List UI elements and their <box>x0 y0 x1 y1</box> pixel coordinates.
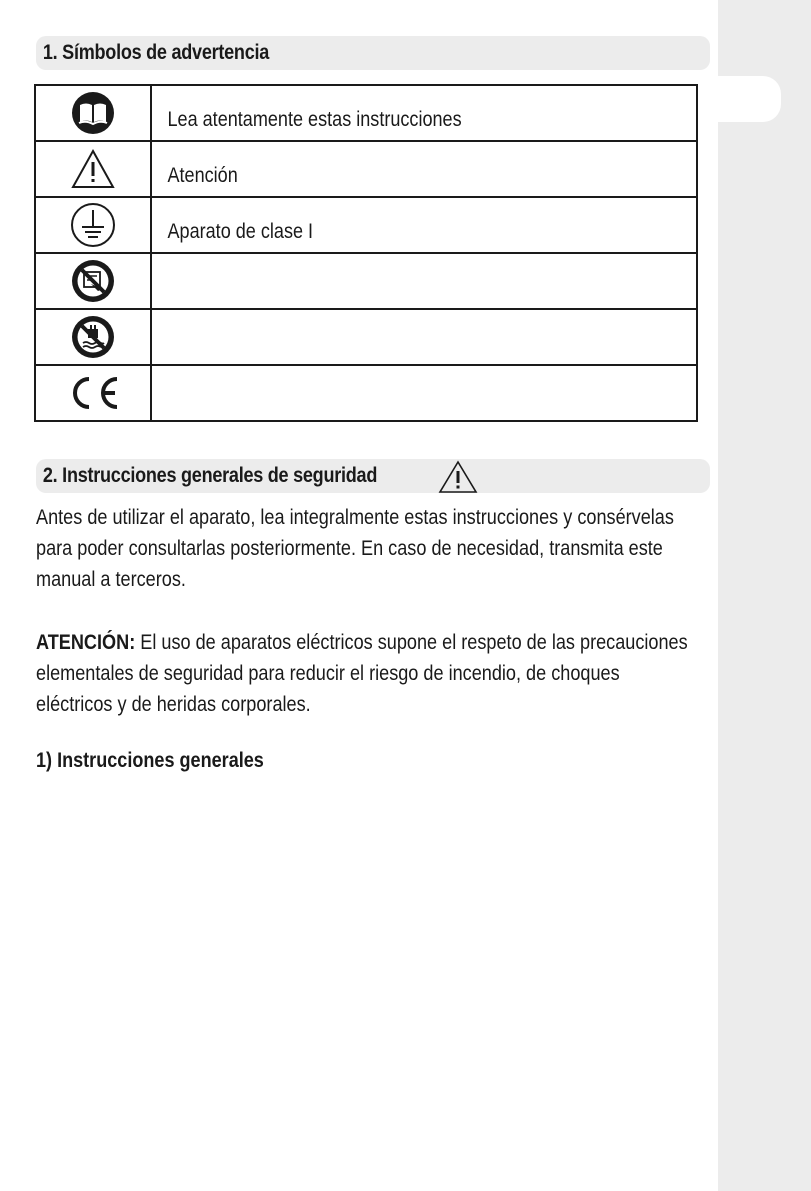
symbol-description <box>152 328 167 342</box>
symbol-description <box>152 384 167 398</box>
class-one-ground-icon <box>70 202 116 248</box>
intro-text: Antes de utilizar el aparato, lea integralmente estas instrucciones y consérvelas para poder consultarlas posteriormente. En caso de necesidad, transmita este manual a terceros. <box>36 506 674 591</box>
symbol-description: Atención <box>167 164 238 187</box>
no-cover-icon <box>70 258 116 304</box>
subheading-general-instructions: 1) Instrucciones generales <box>36 749 264 772</box>
table-row <box>35 365 697 421</box>
attention-label: ATENCIÓN: <box>36 631 136 654</box>
table-row <box>35 253 697 309</box>
no-immerse-water-icon <box>70 314 116 360</box>
symbol-description: Lea atentamente estas instrucciones <box>167 108 462 131</box>
warning-triangle-icon <box>438 460 478 494</box>
side-page-tab <box>718 76 781 122</box>
table-row <box>35 197 697 253</box>
section-header-safety <box>36 459 710 493</box>
intro-paragraph <box>36 502 700 595</box>
section-title: 1. Símbolos de advertencia <box>42 41 270 64</box>
section-header-symbols <box>36 36 710 70</box>
attention-paragraph <box>36 627 700 720</box>
table-row <box>35 141 697 197</box>
read-manual-icon <box>71 91 115 135</box>
ce-mark-icon <box>65 375 121 411</box>
section-title: 2. Instrucciones generales de seguridad <box>42 464 378 487</box>
warning-triangle-icon <box>70 148 116 190</box>
table-row <box>35 309 697 365</box>
symbol-description: Aparato de clase I <box>167 220 314 243</box>
symbols-table <box>34 84 698 422</box>
side-margin-band <box>718 0 811 1191</box>
attention-text: El uso de aparatos eléctricos supone el respeto de las precauciones elementales de seguridad para reducir el riesgo de incendio, de choques eléctricos y de heridas corporales. <box>36 631 688 716</box>
table-row <box>35 85 697 141</box>
symbol-description <box>152 272 167 286</box>
